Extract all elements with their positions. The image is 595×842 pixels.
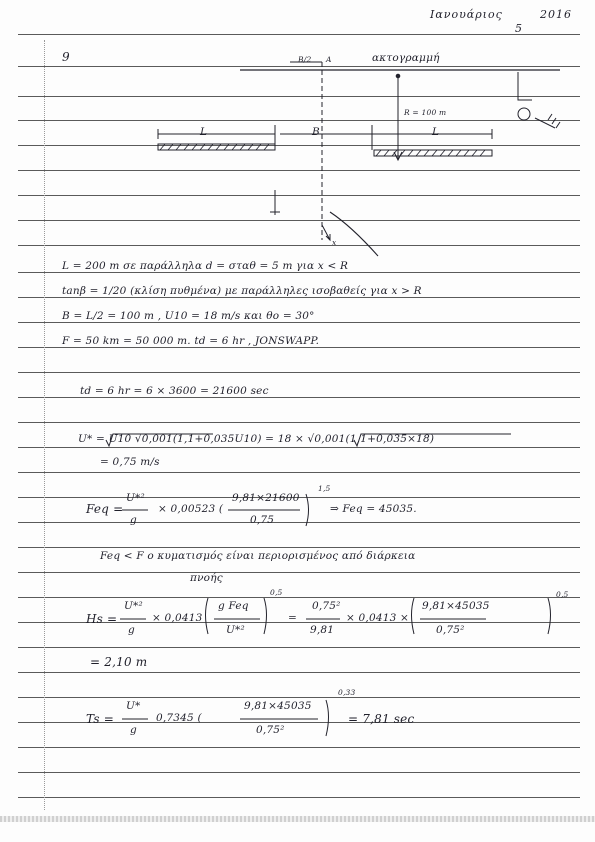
feq-exponent: 1,5 [318, 484, 331, 493]
ts-coefficient: 0,7345 ( [156, 712, 202, 724]
ustar-sqrt-1 [106, 434, 213, 446]
hs-eq2-paren-denominator: 0,75² [436, 624, 465, 636]
conclusion-line-2: πνοής [190, 572, 223, 584]
header-month: Ιανουάριος [430, 8, 503, 21]
point-a-label: A [326, 55, 332, 64]
hs-fraction-denominator: g [128, 624, 135, 636]
b-half-label: B/2 [298, 55, 312, 64]
header-year: 2016 [540, 8, 572, 21]
l-left-label: L [200, 126, 208, 138]
ts-fraction-numerator: U* [126, 700, 141, 712]
feq-result: ⇒ Feq = 45035. [330, 503, 417, 515]
ustar-equation: U* = U10 √0,001(1,1+0,035U10) = 18 × √0,001(1,1+0,035×18) [78, 433, 435, 445]
problem-number: 9 [62, 50, 70, 64]
hs-equals: = [288, 612, 297, 624]
hs-coefficient: × 0,0413 [152, 612, 203, 624]
feq-lhs: Feq = [86, 502, 124, 516]
hs-eq2-paren-numerator: 9,81×45035 [422, 600, 490, 612]
hs-eq2-numerator: 0,75² [312, 600, 341, 612]
radius-label: R = 100 m [404, 108, 447, 117]
hs-paren-denominator: U*² [226, 624, 245, 636]
conclusion-line-1: Feq < F ο κυματισμός είναι περιορισμένος από διάρκεια [100, 550, 416, 562]
page-number: 5 [515, 22, 523, 35]
hs-lhs: Hs = [86, 612, 118, 626]
feq-coefficient: × 0,00523 ( [158, 503, 224, 515]
feq-fraction-numerator: U*² [126, 492, 145, 504]
hs-eq2-coefficient: × 0,0413 × [346, 612, 410, 624]
ts-paren-numerator: 9,81×45035 [244, 700, 312, 712]
hs-fraction-numerator: U*² [124, 600, 143, 612]
hs-paren-numerator: g Feq [218, 600, 249, 612]
given-line-2: tanβ = 1/20 (κλίση πυθμένα) με παράλληλες ισοβαθείς για x > R [62, 285, 422, 297]
feq-fraction-denominator: g [130, 514, 137, 526]
given-line-4: F = 50 km = 50 000 m. td = 6 hr , JONSWAPP. [62, 335, 320, 347]
x-axis-label: x [332, 238, 337, 247]
feq-paren-numerator: 9,81×21600 [232, 492, 300, 504]
ts-fraction-denominator: g [130, 724, 137, 736]
l-right-label: L [432, 126, 440, 138]
ustar-result: = 0,75 m/s [100, 456, 160, 468]
feq-paren-denominator: 0,75 [250, 514, 275, 526]
ts-exponent: 0,33 [338, 688, 356, 697]
hs-eq2-exponent: 0,5 [556, 590, 569, 599]
td-calculation: td = 6 hr = 6 × 3600 = 21600 sec [80, 385, 269, 397]
hs-eq2-denominator: 9,81 [310, 624, 335, 636]
ts-lhs: Ts = [86, 712, 114, 726]
coastline-label: ακτογραμμή [372, 52, 440, 64]
b-label: B [312, 126, 320, 138]
ustar-sqrt-2 [354, 434, 511, 446]
ts-paren-denominator: 0,75² [256, 724, 285, 736]
hs-result: = 2,10 m [90, 655, 148, 669]
scan-bottom-band [0, 816, 595, 822]
given-line-1: L = 200 m σε παράλληλα d = σταθ = 5 m για x < R [62, 260, 349, 272]
given-line-3: B = L/2 = 100 m , U10 = 18 m/s και θo = 30° [62, 310, 315, 322]
ts-result: = 7,81 sec [348, 712, 415, 726]
hs-exponent: 0,5 [270, 588, 283, 597]
